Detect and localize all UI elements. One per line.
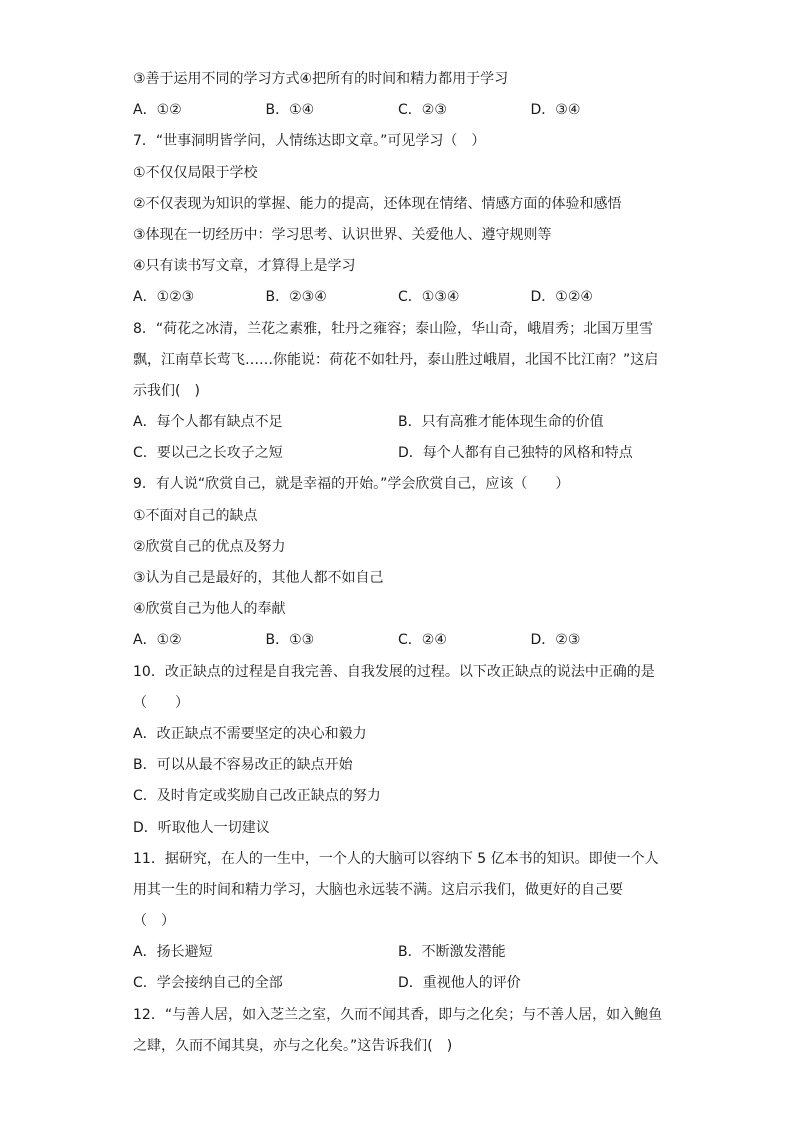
q9-option-c: C．②④: [398, 632, 447, 649]
q9-item-3: ③认为自己是最好的，其他人都不如自己: [133, 570, 384, 586]
q6-item-3-4: ③善于运用不同的学习方式④把所有的时间和精力都用于学习: [133, 71, 509, 87]
q6-option-b: B．①④: [265, 102, 315, 119]
q9-stem: 9．有人说“欣赏自己，就是幸福的开始。”学会欣赏自己，应该（ ）: [133, 476, 570, 493]
q6-option-a: A．①②: [133, 102, 182, 119]
q9-item-2: ②欣赏自己的优点及努力: [133, 538, 286, 555]
q9-item-4: ④欣赏自己为他人的奉献: [133, 601, 286, 618]
q9-options: [133, 625, 663, 656]
q8-option-c: C．要以己之长攻子之短: [133, 445, 283, 462]
q6-options: [133, 95, 663, 126]
q6-option-c: C．②③: [398, 102, 447, 119]
q11-stem-line-2: 用其一生的时间和精力学习，大脑也永远装不满。这启示我们，做更好的自己要: [133, 881, 623, 898]
q11-options-row-2: [133, 968, 663, 999]
q7-item-3: ③体现在一切经历中：学习思考、认识世界、关爱他人、遵守规则等: [133, 226, 552, 243]
q8-options-row-1: [133, 407, 663, 438]
q8-options-row-2: [133, 438, 663, 469]
q11-option-a: A．扬长避短: [133, 944, 213, 961]
q7-option-a: A．①②③: [133, 289, 195, 306]
q10-option-d: D．听取他人一切建议: [133, 819, 270, 836]
q9-option-d: D．②③: [530, 632, 581, 649]
q9-item-1: ①不面对自己的缺点: [133, 507, 258, 524]
q10-stem-line-1: 10．改正缺点的过程是自我完善、自我发展的过程。以下改正缺点的说法中正确的是: [133, 663, 655, 680]
q10-stem-line-2: （ ）: [133, 694, 189, 711]
q7-option-b: B．②③④: [265, 289, 327, 306]
q11-options-row-1: [133, 937, 663, 968]
q9-option-a: A．①②: [133, 632, 182, 649]
q10-option-b: B．可以从最不容易改正的缺点开始: [133, 757, 353, 774]
q10-option-a: A．改正缺点不需要坚定的决心和毅力: [133, 725, 367, 742]
q8-stem-line-2: 飘，江南草长莺飞……你能说：荷花不如牡丹，泰山胜过峨眉，北国不比江南？”这启: [133, 351, 659, 368]
q8-option-b: B．只有高雅才能体现生命的价值: [398, 414, 604, 431]
q11-stem-line-3: （ ）: [133, 913, 175, 930]
q7-option-c: C．①③④: [398, 289, 460, 306]
q11-option-c: C．学会接纳自己的全部: [133, 975, 283, 992]
q8-stem-line-1: 8．“荷花之冰清，兰花之素雅，牡丹之雍容；泰山险，华山奇，峨眉秀；北国万里雪: [133, 320, 654, 337]
q11-option-b: B．不断激发潜能: [398, 944, 506, 961]
q7-option-d: D．①②④: [530, 289, 593, 306]
q7-item-1: ①不仅仅局限于学校: [133, 164, 258, 181]
q6-option-d: D．③④: [530, 102, 581, 119]
q7-item-2: ②不仅表现为知识的掌握、能力的提高，还体现在情绪、情感方面的体验和感悟: [133, 195, 622, 212]
q12-stem-line-1: 12．“与善人居，如入芝兰之室，久而不闻其香，即与之化矣；与不善人居，如入鲍鱼: [133, 1006, 663, 1023]
question-list: [133, 64, 663, 1062]
q11-option-d: D．重视他人的评价: [398, 975, 521, 992]
q7-stem: 7．“世事洞明皆学问，人情练达即文章。”可见学习（ ）: [133, 133, 486, 150]
q8-stem-line-3: 示我们( ): [133, 382, 200, 399]
q11-stem-line-1: 11．据研究，在人的一生中，一个人的大脑可以容纳下 5 亿本书的知识。即使一个人: [133, 850, 659, 867]
q8-option-a: A．每个人都有缺点不足: [133, 414, 283, 431]
q12-stem-line-2: 之肆，久而不闻其臭，亦与之化矣。”这告诉我们( ): [133, 1037, 453, 1054]
q8-option-d: D．每个人都有自己独特的风格和特点: [398, 445, 633, 462]
q9-option-b: B．①③: [265, 632, 315, 649]
q7-item-4: ④只有读书写文章，才算得上是学习: [133, 258, 356, 275]
q10-option-c: C．及时肯定或奖励自己改正缺点的努力: [133, 788, 381, 805]
q7-options: [133, 282, 663, 313]
